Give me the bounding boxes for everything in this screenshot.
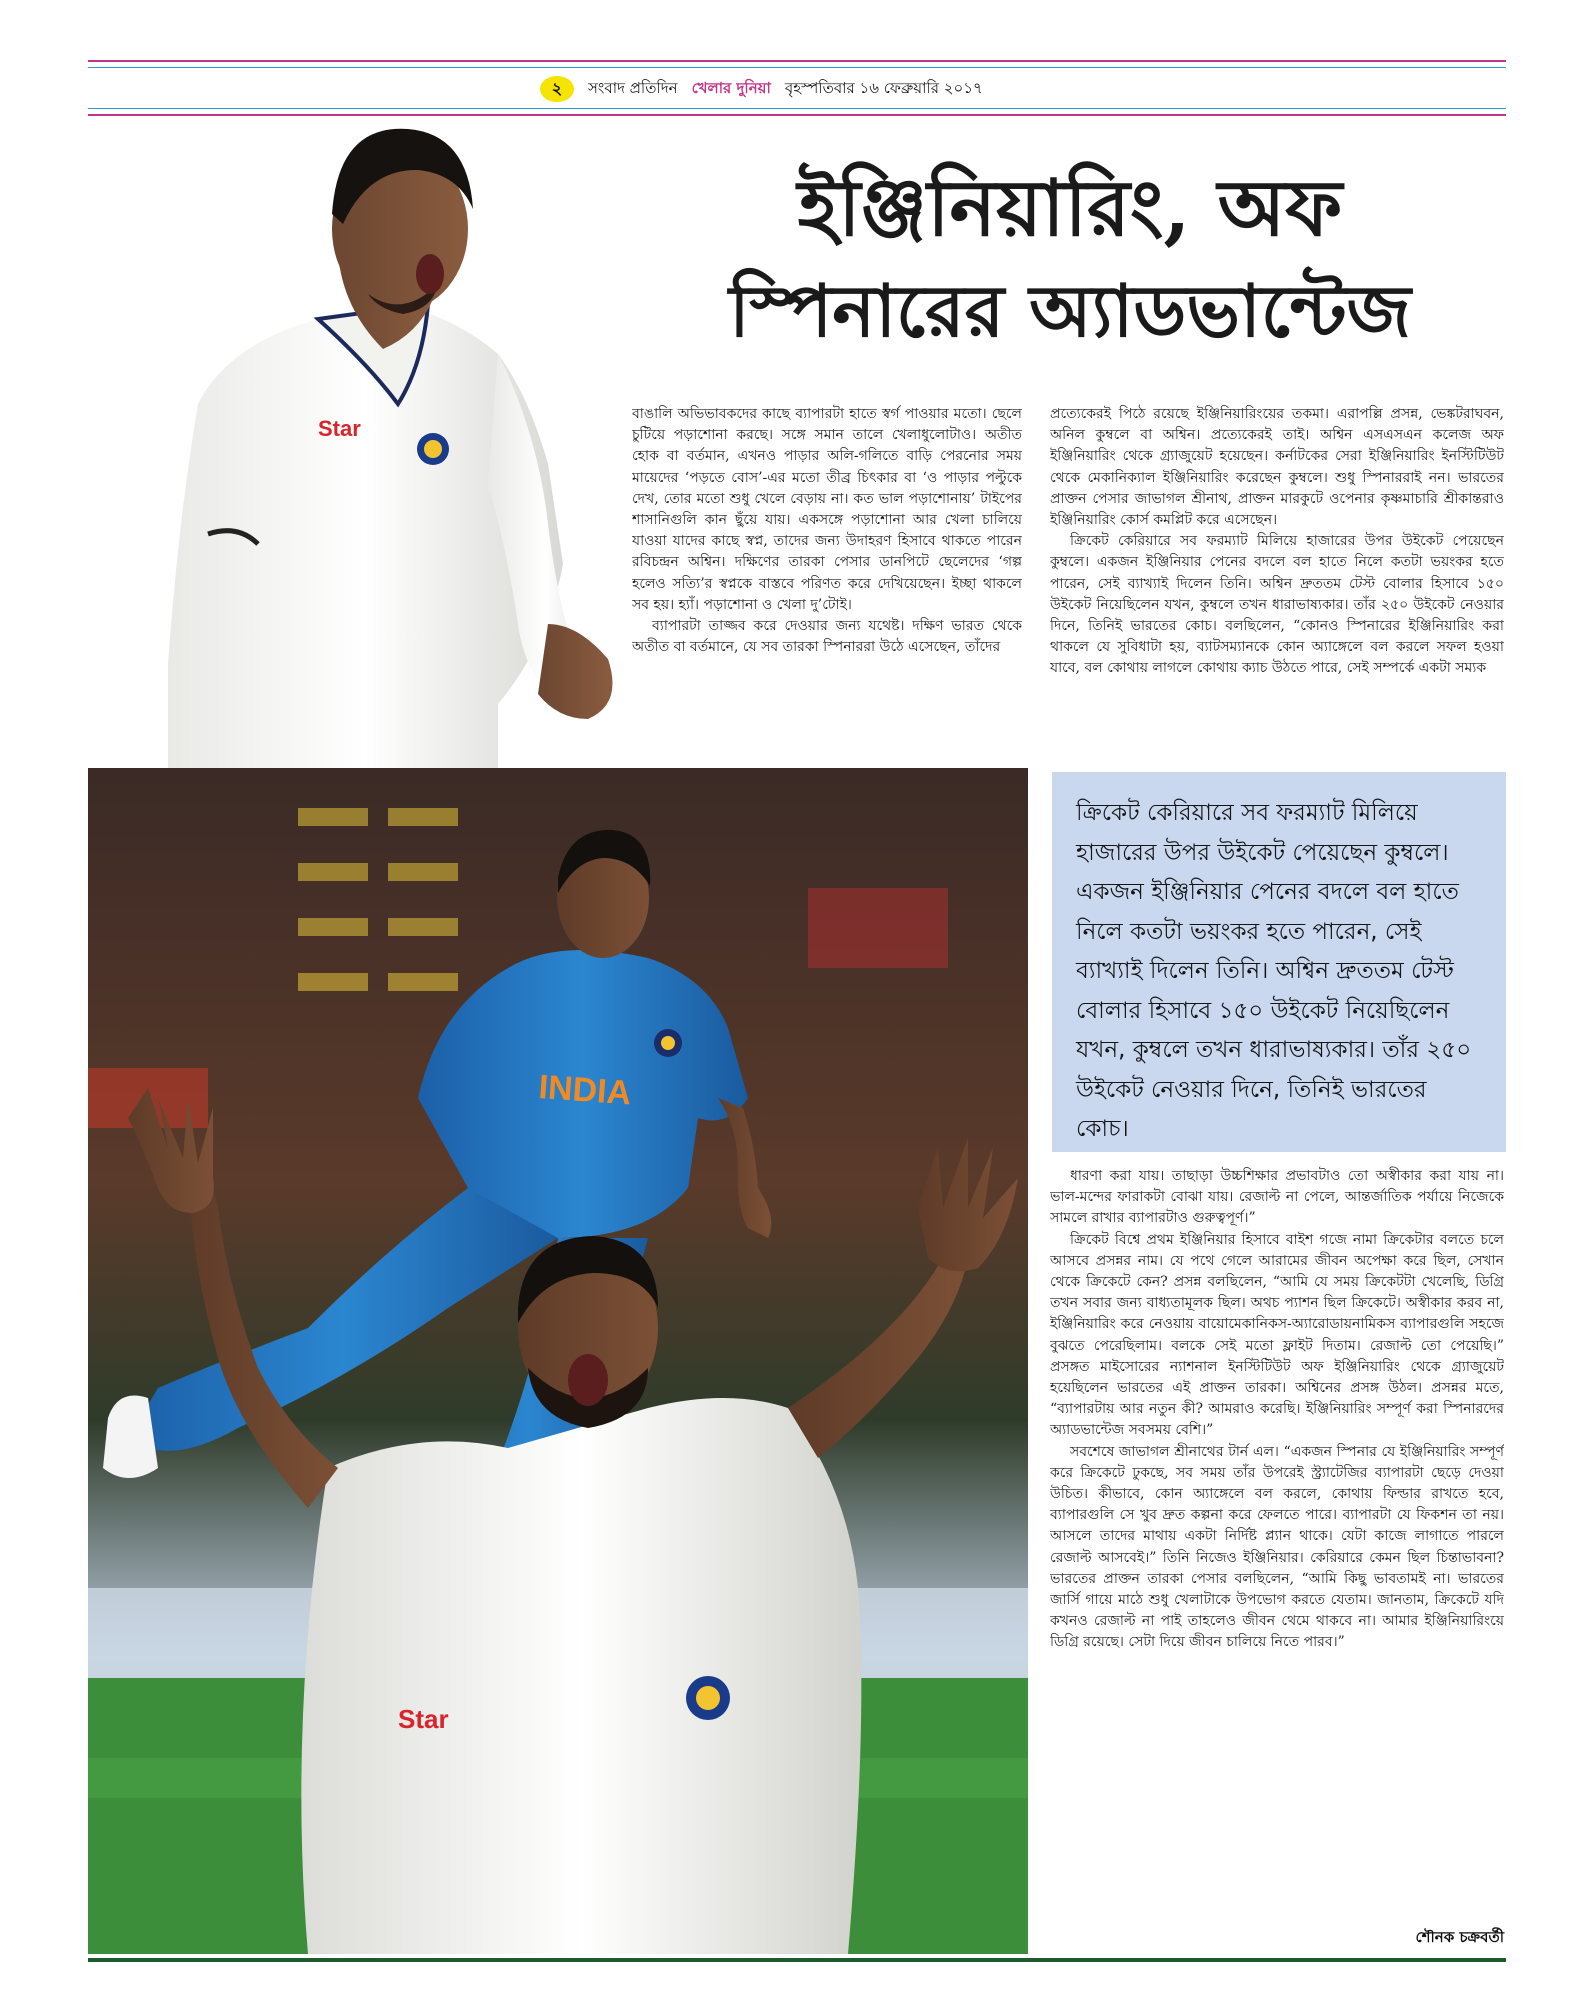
headline-line-1: ইঞ্জিনিয়ারিং, অফ (797, 163, 1343, 255)
pull-quote-box (1052, 772, 1506, 1152)
main-player-photo (88, 768, 1028, 1954)
front-jersey-sponsor: Star (398, 1704, 449, 1734)
top-rule-magenta (88, 60, 1506, 62)
top-player-photo (168, 104, 628, 768)
article-paragraph: প্রত্যেকেরই পিঠে রয়েছে ইঞ্জিনিয়ারিংয়ের তকমা। এরাপল্লি প্রসন্ন, ভেঙ্কটরাঘবন, অনিল কুম্বলে বা অশ্বিন। প্রত্যেকেরই তাই। অশ্বিন এসএসএন কলেজ অফ ইঞ্জিনিয়ারিং থেকে গ্র্যাজুয়েট হয়েছেন। কর্নাটকের সেরা ইঞ্জিনিয়ারিং ইনস্টিটিউট থেকে মেকানিক্যাল ইঞ্জিনিয়ারিং করেছেন কুম্বলে। শুধু স্পিনাররাই নন। ভারতের প্রাক্তন পেসার জাভাগল শ্রীনাথ, প্রাক্তন মারকুটে ওপেনার কৃষ্ণমাচারি শ্রীকান্তরাও ইঞ্জিনিয়ারিং কোর্স কমপ্লিট করে এসেছেন। (1050, 406, 1504, 529)
article-paragraph: বাঙালি অভিভাবকদের কাছে ব্যাপারটা হাতে স্বর্গ পাওয়ার মতো। ছেলে চুটিয়ে পড়াশোনা করছে। সঙ্গে সমান তালে খেলাধুলোটাও। অতীত হোক বা বর্তমান, এখনও পাড়ার অলি-গলিতে বাড়ি পেরনোর সময় মায়েদের ‘পড়তে বোস’-এর মতো তীব্র চিৎকার বা ‘ও পাড়ার পল্টুকে দেখ, তোর মতো শুধু খেলে বেড়ায় না। কত ভাল পড়াশোনায়’ টাইপের শাসানিগুলি কান ছুঁয়ে যায়। একসঙ্গে পড়াশোনা আর খেলা চালিয়ে যাওয়া যাদের কাছে স্বপ্ন, তাদের জন্য উদাহরণ হিসাবে থাকতে পারেন রবিচন্দ্রন অশ্বিন। দক্ষিণের তারকা পেসার ডানপিটে ছেলেদের ‘গল্প হলেও সত্যি’র স্বপ্নকে বাস্তবে পরিণত করে দেখিয়েছেন। ইচ্ছা থাকলে সব হয়। হ্যাঁ। পড়াশোনা ও খেলা দু’টোই। (632, 406, 1022, 613)
article-column-1 (632, 404, 1022, 766)
page-number: ২ (540, 76, 574, 102)
page-folio (540, 74, 983, 104)
article-paragraph: ক্রিকেট বিশ্বে প্রথম ইঞ্জিনিয়ার হিসাবে বাইশ গজে নামা ক্রিকেটার বলতে চলে আসবে প্রসন্নর নাম। যে পথে গেলে আরামের জীবন অপেক্ষা করে ছিল, সেখান থেকে ক্রিকেটে কেন? প্রসন্ন বলছিলেন, “আমি যে সময় ক্রিকেটটা খেলেছি, ডিগ্রি তখন সবার জন্য বাধ্যতামূলক ছিল। অথচ প্যাশন ছিল ক্রিকেটে। অস্বীকার করব না, ইঞ্জিনিয়ারিং করে নেওয়ায় বায়োমেকানিকস-অ্যারোডায়নামিকস ব্যাপারগুলি সহজে বুঝতে পেরেছিলাম। বলকে সেই মতো ফ্লাইট দিতাম। রেজাল্ট তো পেয়েছি।” প্রসঙ্গত মাইসোরের ন্যাশনাল ইনস্টিটিউট অফ ইঞ্জিনিয়ারিং থেকে গ্র্যাজুয়েট হয়েছিলেন ভারতের এই প্রাক্তন তারকা। অশ্বিনের প্রসঙ্গ উঠল। প্রসন্নর মতে, “ব্যাপারটায় আর নতুন কী? আমরাও করেছি। ইঞ্জিনিয়ারিং সম্পূর্ণ করা স্পিনারদের অ্যাডভান্টেজ সবসময় বেশি।” (1050, 1231, 1504, 1439)
article-paragraph: সবশেষে জাভাগল শ্রীনাথের টার্ন এল। “একজন স্পিনার যে ইঞ্জিনিয়ারিং সম্পূর্ণ করে ক্রিকেটে ঢুকছে, সব সময় তাঁর উপরেই স্ট্র্যাটেজির ব্যাপারটা ছেড়ে দেওয়া উচিত। কীভাবে, কোন অ্যাঙ্গেলে বল করলে, কোথায় ফিল্ডার রাখতে হবে, ব্যাপারগুলি সে খুব দ্রুত কল্পনা করে ফেলতে পারে। ব্যাপারটা যে ফিকশন তা নয়। আসলে তাদের মাথায় একটা নির্দিষ্ট প্ল্যান থাকে। যেটা কাজে লাগাতে পারলে রেজাল্ট আসবেই।” তিনি নিজেও ইঞ্জিনিয়ার। কেরিয়ারে কেমন ছিল চিন্তাভাবনা? ভারতের প্রাক্তন তারকা পেসার বলছিলেন, “আমি কিছু ভাবতামই না। ভারতের জার্সি গায়ে মাঠে শুধু খেলাটাকে উপভোগ করতে যেতাম। জানতাম, ক্রিকেটে যদি কখনও রেজাল্ট না পাই তাহলেও জীবন থেমে থাকবে না। আমার ইঞ্জিনিয়ারিংয়ে ডিগ্রি রয়েছে। সেটা দিয়ে জীবন চালিয়ে নিতে পারব।” (1050, 1443, 1504, 1651)
article-paragraph: ব্যাপারটা তাজ্জব করে দেওয়ার জন্য যথেষ্ট। দক্ষিণ ভারত থেকে অতীত বা বর্তমানে, যে সব তারকা স্পিনাররা উঠে এসেছেন, তাঁদের (632, 618, 1022, 656)
issue-date: বৃহস্পতিবার ১৬ ফেব্রুয়ারি ২০১৭ (784, 78, 983, 97)
newspaper-name: সংবাদ প্রতিদিন (588, 78, 678, 97)
section-name: খেলার দুনিয়া (691, 78, 771, 97)
headline-line-2: স্পিনারের অ্যাডভান্টেজ (729, 268, 1411, 354)
top-jersey-sponsor: Star (318, 416, 361, 441)
article-column-2 (1050, 404, 1504, 766)
headline (640, 157, 1500, 361)
top-rule-blue (88, 67, 1506, 68)
article-column-3 (1050, 1166, 1504, 1926)
bottom-rule (88, 1958, 1506, 1962)
article-paragraph: ধারণা করা যায়। তাছাড়া উচ্চশিক্ষার প্রভাবটাও তো অস্বীকার করা যায় না। ভাল-মন্দের ফারাকটা বোঝা যায়। রেজাল্ট না পেলে, আন্তর্জাতিক পর্যায়ে নিজেকে সামলে রাখার ব্যাপারটাও গুরুত্বপূর্ণ।” (1050, 1168, 1504, 1227)
main-jersey-text: INDIA (537, 1068, 633, 1113)
article-paragraph: ক্রিকেট কেরিয়ারে সব ফরম্যাট মিলিয়ে হাজারের উপর উইকেট পেয়েছেন কুম্বলে। একজন ইঞ্জিনিয়ার পেনের বদলে বল হাতে নিলে কতটা ভয়ংকর হতে পারেন, সেই ব্যাখ্যাই দিলেন তিনি। অশ্বিন দ্রুততম টেস্ট বোলার হিসাবে ১৫০ উইকেট নিয়েছিলেন যখন, কুম্বলে তখন ধারাভাষ্যকার। তাঁর ২৫০ উইকেট নেওয়ার দিনে, তিনিই ভারতের কোচ। বলছিলেন, “কোনও স্পিনারের ইঞ্জিনিয়ারিং করা থাকলে যে সুবিধাটা হয়, ব্যাটসম্যানকে কোন অ্যাঙ্গেলে বল করলে সফল হওয়া যাবে, বল কোথায় লাগলে কোথায় ক্যাচ উঠতে পারে, সেই সম্পর্কে একটা সম্যক (1050, 533, 1504, 677)
pull-quote-text: ক্রিকেট কেরিয়ারে সব ফরম্যাট মিলিয়ে হাজারের উপর উইকেট পেয়েছেন কুম্বলে। একজন ইঞ্জিনিয়ার পেনের বদলে বল হাতে নিলে কতটা ভয়ংকর হতে পারেন, সেই ব্যাখ্যাই দিলেন তিনি। অশ্বিন দ্রুততম টেস্ট বোলার হিসাবে ১৫০ উইকেট নিয়েছিলেন যখন, কুম্বলে তখন ধারাভাষ্যকার। তাঁর ২৫০ উইকেট নেওয়ার দিনে, তিনিই ভারতের কোচ। (1076, 800, 1472, 1142)
byline: শৌনক চক্রবর্তী (1415, 1928, 1504, 1946)
